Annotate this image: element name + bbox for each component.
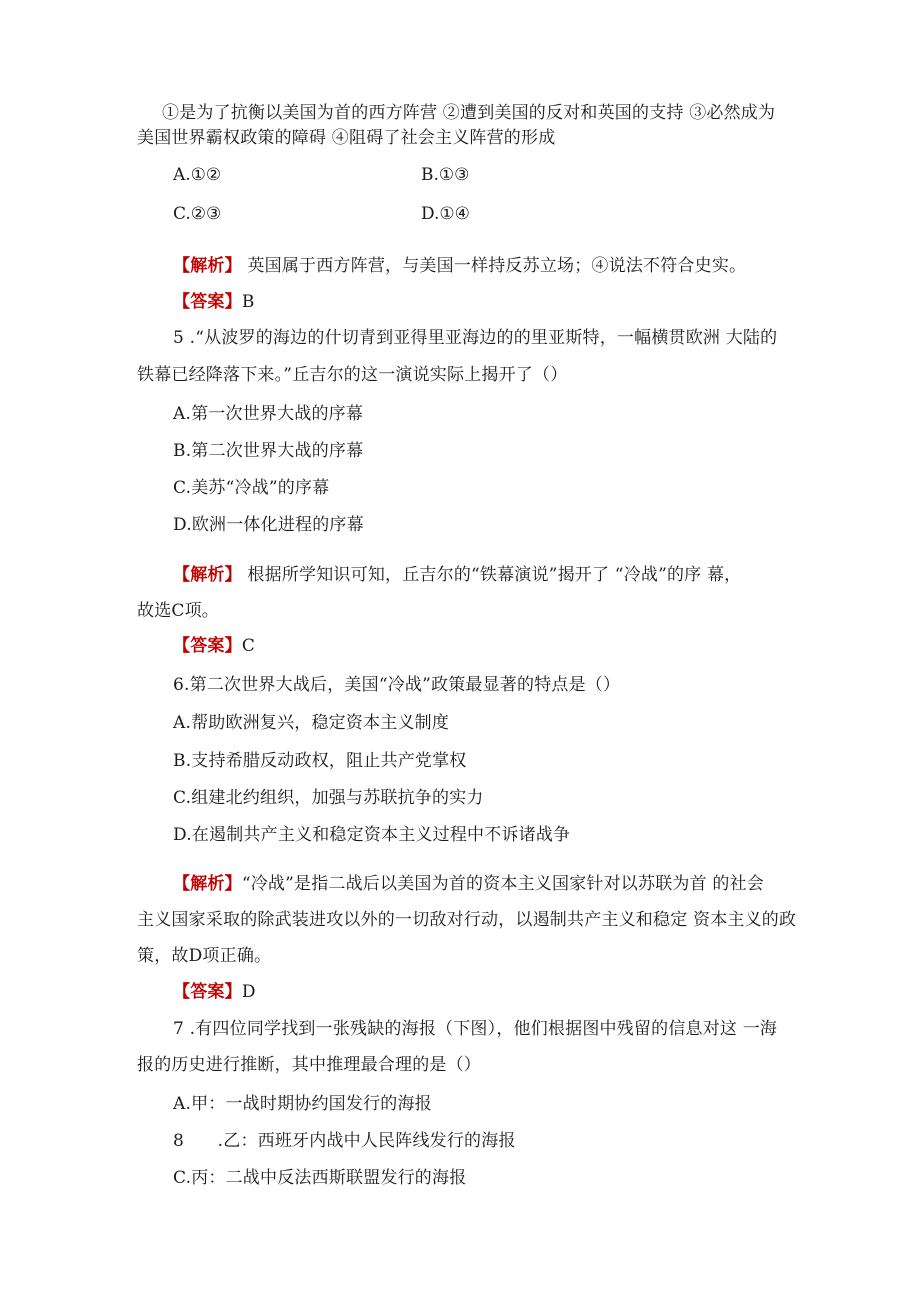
q4-answer <box>173 290 255 314</box>
answer-tag: 【答案】 <box>173 292 242 312</box>
q6-option-b: B.支持希腊反动政权，阻止共产党掌权 <box>173 751 467 771</box>
analysis-text: 根据所学知识可知，丘吉尔的“铁幕演说”揭开了 “冷战”的序 幕， <box>241 565 742 585</box>
answer-value: B <box>241 292 255 312</box>
analysis-tag: 【解析】 <box>173 256 242 276</box>
q6-answer <box>173 980 256 1004</box>
q4-stem-line1: ①是为了抗衡以美国为首的西方阵营 ②遭到美国的反对和英国的支持 ③必然成为 <box>162 103 776 123</box>
q7-stem-line1: 7 .有四位同学找到一张残缺的海报（下图），他们根据图中残留的信息对这 一海 <box>173 1019 778 1039</box>
q4-stem-line2: 美国世界霸权政策的障碍 ④阻碍了社会主义阵营的形成 <box>137 128 556 148</box>
q4-analysis <box>173 254 746 278</box>
q5-option-d: D.欧洲一体化进程的序幕 <box>173 515 364 535</box>
q6-stem-line1: 6.第二次世界大战后，美国“冷战”政策最显著的特点是（） <box>173 675 621 695</box>
q6-analysis-line2: 主义国家采取的除武装进攻以外的一切敌对行动，以遏制共产主义和稳定 资本主义的政 <box>137 910 797 930</box>
q5-option-b: B.第二次世界大战的序幕 <box>173 441 364 461</box>
q6-analysis-line1 <box>173 872 764 896</box>
q4-option-c: C.②③ <box>173 204 222 224</box>
analysis-tag: 【解析】 <box>173 565 242 585</box>
q6-option-c: C.组建北约组织，加强与苏联抗争的实力 <box>173 788 484 808</box>
q7-option-b: 8 .乙：西班牙内战中人民阵线发行的海报 <box>173 1131 516 1151</box>
q7-option-c: C.丙：二战中反法西斯联盟发行的海报 <box>173 1168 467 1188</box>
answer-value: C <box>241 636 256 656</box>
q4-option-d: D.①④ <box>421 204 470 224</box>
q7-option-a: A.甲：一战时期协约国发行的海报 <box>173 1094 432 1114</box>
q5-answer <box>173 634 255 658</box>
q7-stem-line2: 报的历史进行推断，其中推理最合理的是（） <box>137 1055 481 1075</box>
q5-stem-line2: 铁幕已经降落下来。”丘吉尔的这一演说实际上揭开了（） <box>137 365 568 385</box>
answer-tag: 【答案】 <box>173 636 242 656</box>
q5-analysis-line2: 故选C项。 <box>137 601 220 621</box>
analysis-tag: 【解析】 <box>173 874 242 894</box>
q5-option-a: A.第一次世界大战的序幕 <box>173 404 364 424</box>
q5-option-c: C.美苏“冷战”的序幕 <box>173 478 330 498</box>
analysis-text: 英国属于西方阵营，与美国一样持反苏立场；④说法不符合史实。 <box>241 256 747 276</box>
q6-analysis-line3: 策，故D项正确。 <box>137 946 272 966</box>
answer-tag: 【答案】 <box>173 982 242 1002</box>
q6-option-d: D.在遏制共产主义和稳定资本主义过程中不诉诸战争 <box>173 825 571 845</box>
analysis-text: “冷战”是指二战后以美国为首的资本主义国家针对以苏联为首 的社会 <box>241 874 764 894</box>
q5-stem-line1: 5 .“从波罗的海边的什切青到亚得里亚海边的的里亚斯特，一幅横贯欧洲 大陆的 <box>173 328 778 348</box>
q5-analysis-line1 <box>173 563 741 587</box>
q4-option-a: A.①② <box>173 165 222 185</box>
q4-option-b: B.①③ <box>421 165 470 185</box>
q6-option-a: A.帮助欧洲复兴，稳定资本主义制度 <box>173 713 450 733</box>
answer-value: D <box>241 982 256 1002</box>
